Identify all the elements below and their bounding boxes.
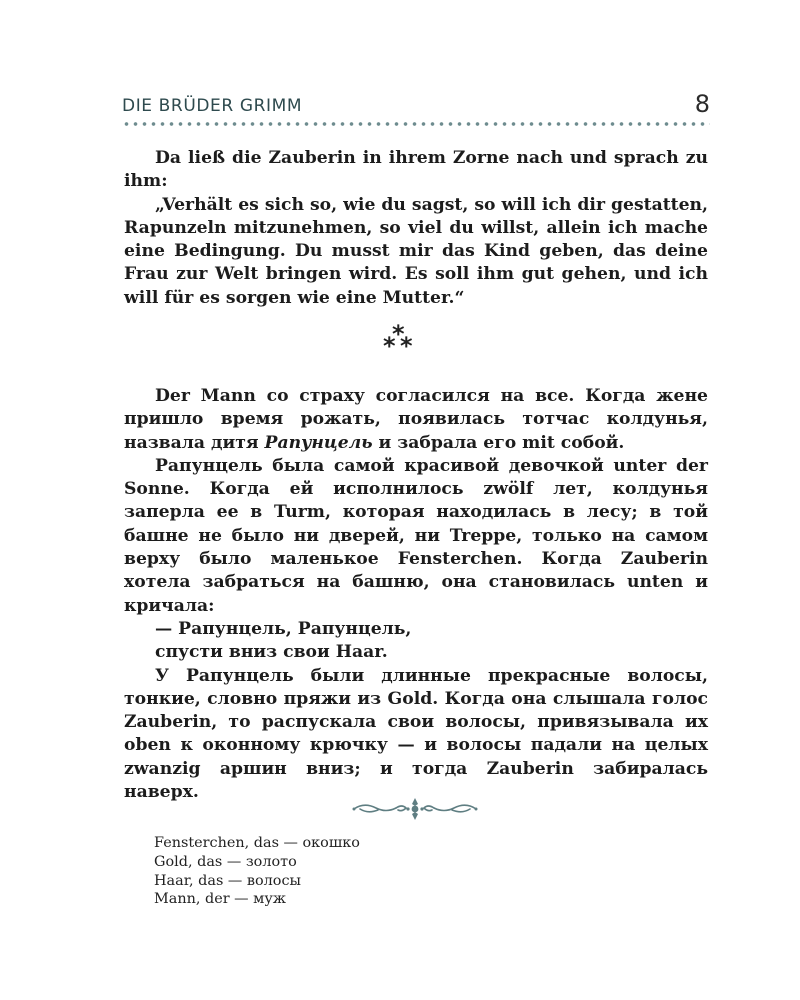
paragraph: Da ließ die Zauberin in ihrem Zorne nach und sprach zu ihm:	[124, 148, 708, 192]
asterism-star-right: *	[400, 332, 413, 360]
asterism-star-left: *	[383, 332, 396, 360]
flourish-ornament-icon	[350, 796, 480, 822]
paragraph	[124, 385, 708, 455]
verse-line: спусти вниз свои Haar.	[155, 642, 388, 663]
german-text-section	[124, 147, 708, 310]
glossary-list	[154, 834, 360, 909]
glossary-item: Gold, das — золото	[154, 853, 297, 870]
paragraph-text: и забрала его mit собой.	[372, 432, 625, 453]
paragraph-text: Der Mann со страху согласился на все. Когда жене пришло время рожать, появилась тотчас колдунья, назвала дитя	[124, 386, 708, 453]
paragraph-quote: „Verhält es sich so, wie du sagst, so will ich dir gestatten, Rapunzeln mitzunehmen, so viel du willst, allein ich mache eine Bedingung. Du musst mir das Kind geben, das deine Frau zur Welt bringen wird. Es soll ihm gut gehen, und ich will für es sorgen wie eine Mutter.“	[124, 194, 708, 308]
paragraph: Рапунцель была самой красивой девочкой unter der Sonne. Когда ей исполнилось zwölf лет, колдунья заперла ее в Turm, которая находилась в лесу; в той башне не было ни дверей, ни Treppe, только на самом верху было маленькое Fensterchen. Когда Zauberin хотела забраться на башню, она становилась unten и кричала:	[124, 455, 708, 616]
dotted-rule	[122, 121, 710, 127]
book-title: DIE BRÜDER GRIMM	[122, 96, 303, 116]
page-number: 8	[694, 90, 710, 118]
glossary-item: Mann, der — муж	[154, 891, 287, 908]
italic-name: Рапунцель	[264, 432, 373, 453]
verse-line: — Рапунцель, Рапунцель,	[155, 618, 412, 639]
asterism-separator	[380, 322, 420, 362]
running-header	[122, 92, 710, 122]
asterism-star-top: *	[392, 320, 405, 348]
mixed-text-section	[124, 385, 708, 804]
glossary-item: Haar, das — волосы	[154, 872, 301, 889]
paragraph: У Рапунцель были длинные прекрасные волосы, тонкие, словно пряжи из Gold. Когда она слышала голос Zauberin, то распускала свои волосы, привязывала их oben к оконному крючку — и волосы падали на целых zwanzig аршин вниз; и тогда Zauberin забиралась наверх.	[124, 665, 708, 803]
glossary-item: Fensterchen, das — окошко	[154, 835, 360, 851]
